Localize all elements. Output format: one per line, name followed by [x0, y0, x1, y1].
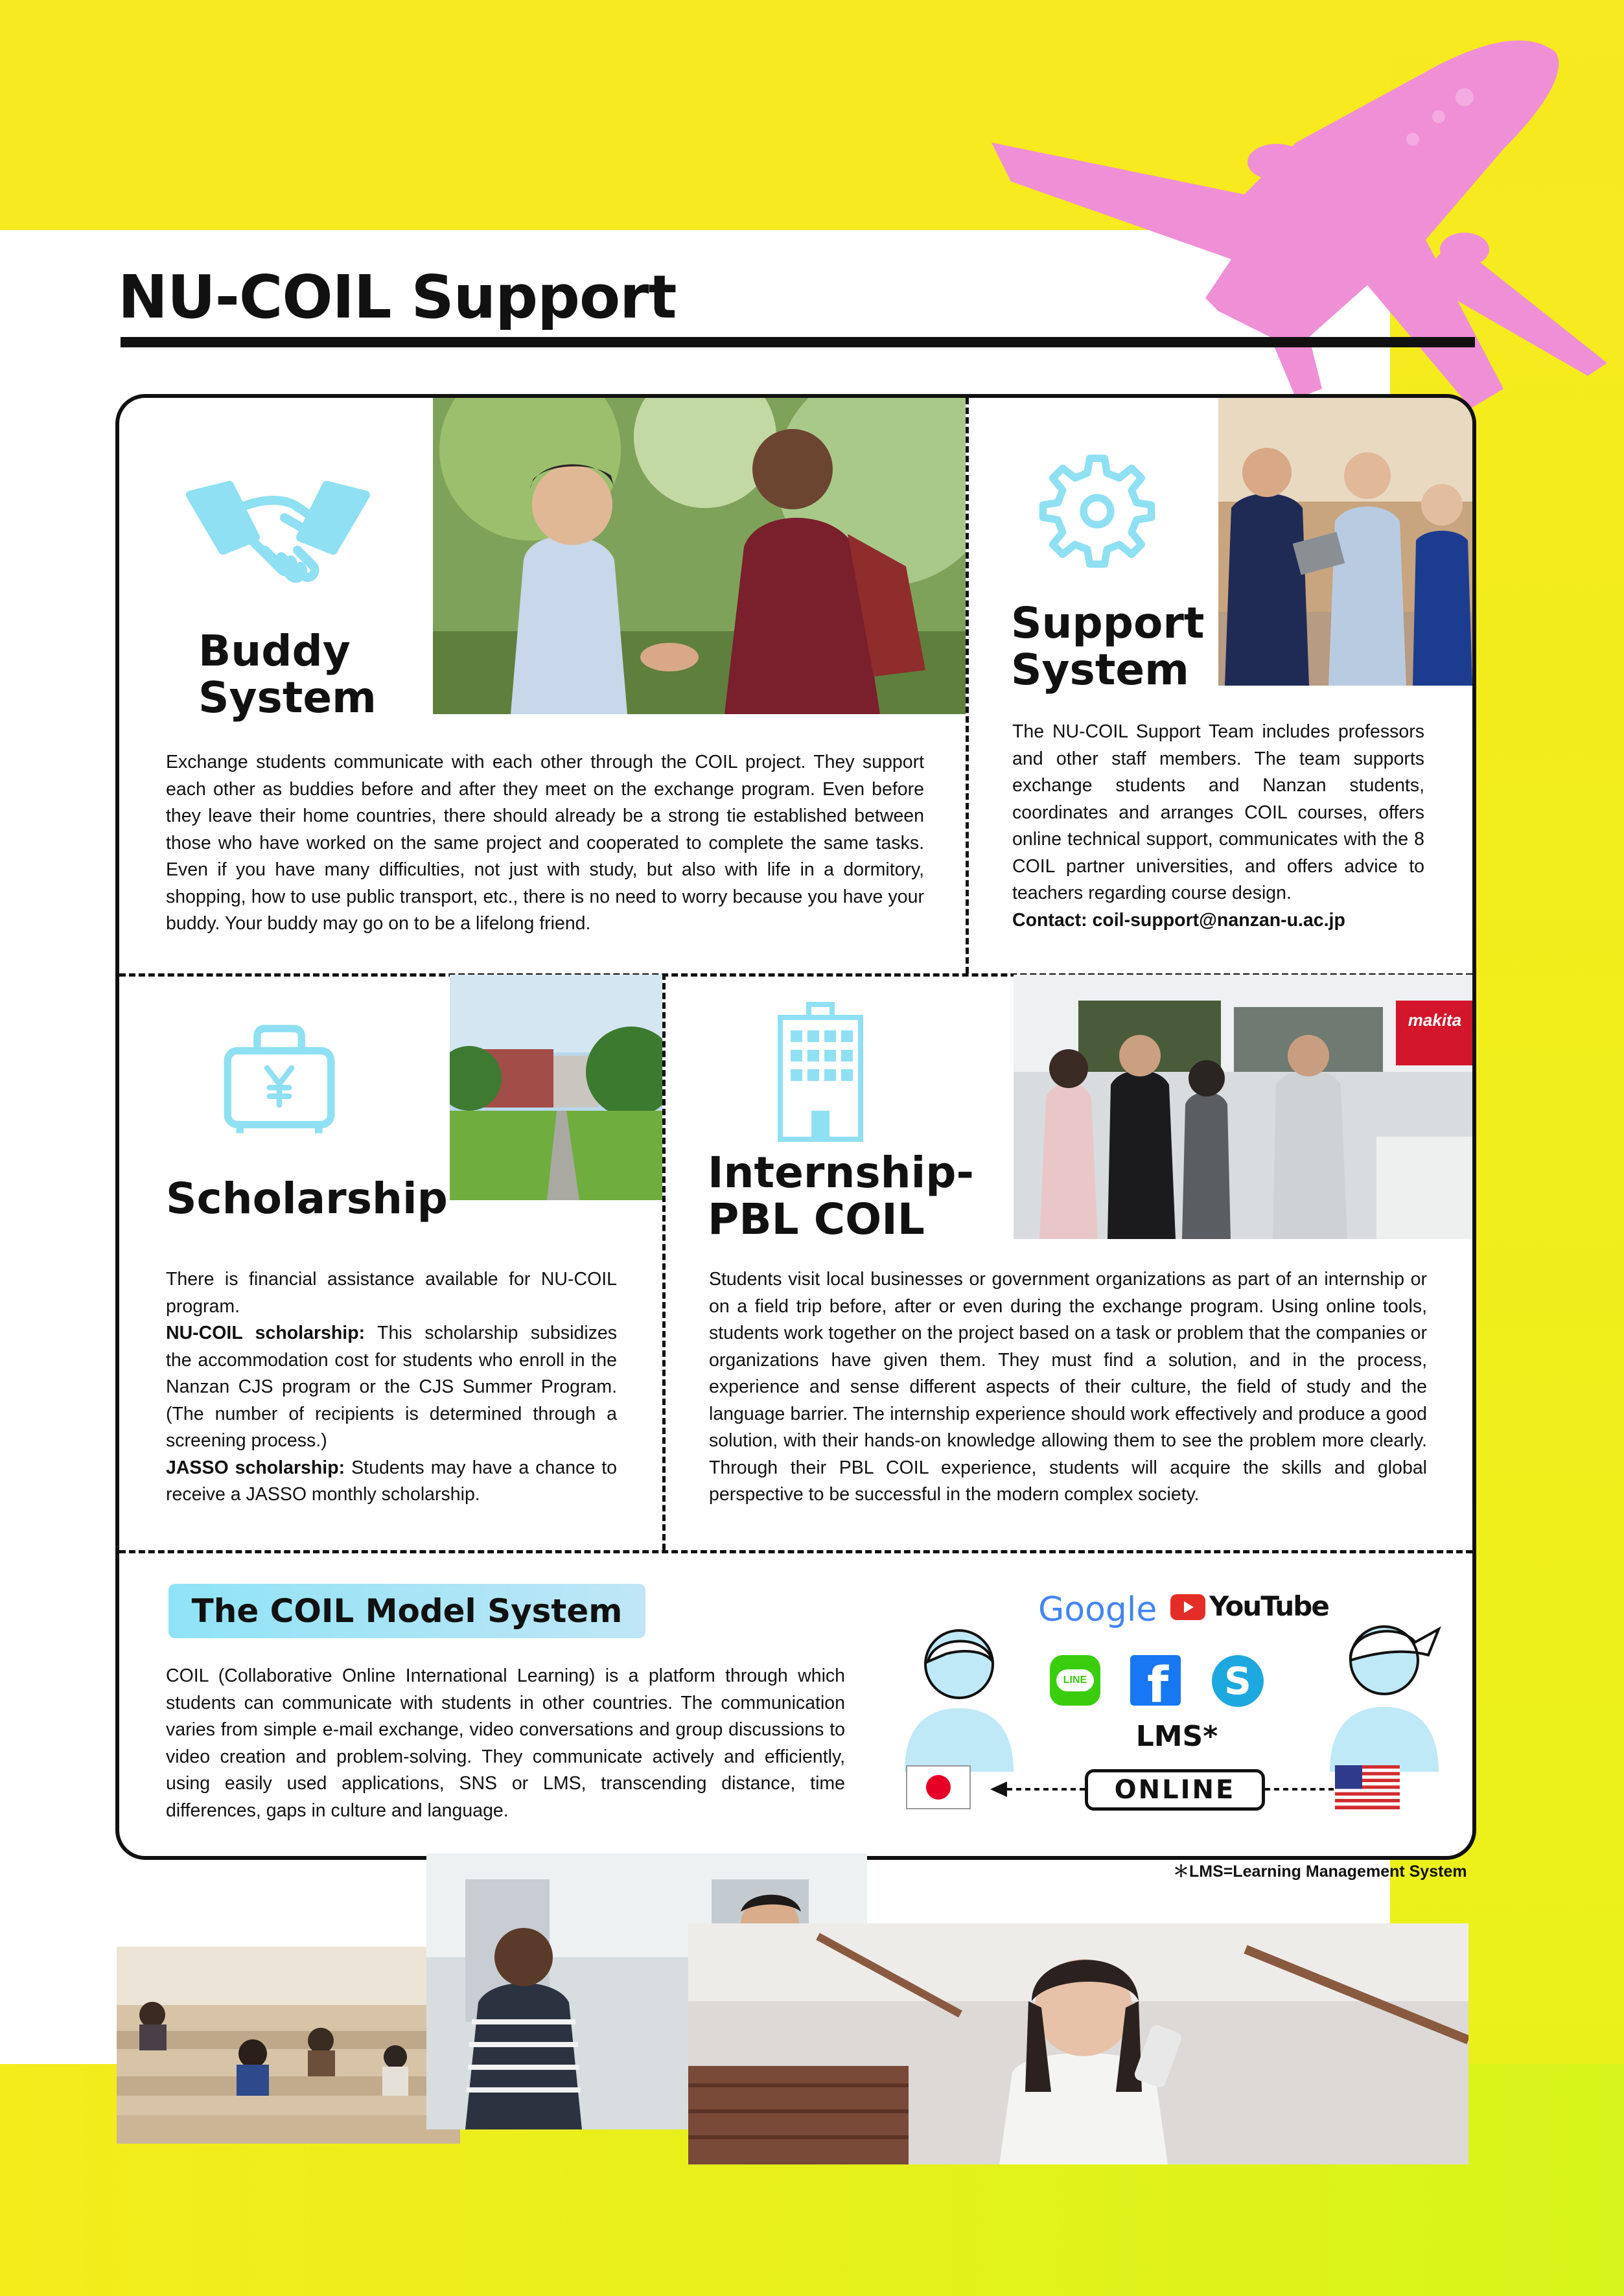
buddy-title-line1: Buddy [198, 626, 351, 676]
student-with-phone-photo [688, 1923, 1468, 2164]
support-panel [115, 394, 1476, 1860]
facebook-f: f [1147, 1656, 1169, 1706]
japan-flag-icon [906, 1765, 971, 1809]
google-text: Google [1038, 1590, 1157, 1629]
jasso-scholarship-label: JASSO scholarship: [166, 1457, 345, 1478]
lms-footnote: ＊LMS=Learning Management System [1173, 1862, 1467, 1881]
buddy-body: Exchange students communicate with each other through the COIL project. They support each other as buddies before and after they meet on the exchange program. Even before they leave their home countries, there should already be a strong tie established between those who have worked on the same project and cooperated to complete the same tasks. Even if you have many difficulties, not just with study, but also with life in a dormitory, shopping, how to use public transport, etc., there is no need to worry because you have your buddy. Your buddy may go on to be a lifelong friend. [166, 752, 924, 934]
internship-body: Students visit local businesses or government organizations as part of an internship or on a field trip before, after or even during the exchange program. Using online tools, students work together on the project based on a task or problem that the companies or organizations have given them. They must find a solution, and in the process, experience and sense different aspects of their culture, the field of study and the language barrier. The internship experience should work effectively and produce a good solution, with their hands-on knowledge allowing them to see the problem more clearly. Through their PBL COIL experience, students will acquire the skills and global perspective to be successful in the modern complex society. [709, 1269, 1427, 1505]
buddy-photo [433, 398, 966, 714]
support-body: The NU-COIL Support Team includes professors and other staff members. The team supports exchange students and Nanzan students, coordinates and arranges COIL courses, offers online technical support, communicates with the 8 COIL partner universities, and offers advice to teachers regarding course design. [1012, 721, 1424, 903]
title-underline [121, 337, 1475, 347]
gear-icon [1036, 448, 1159, 572]
sign-text [1399, 1007, 1470, 1034]
line-text: LINE [1056, 1669, 1094, 1691]
scholarship-body-block [166, 1266, 617, 1509]
support-title-line2: System [1011, 645, 1189, 695]
support-contact: Contact: coil-support@nanzan-u.ac.jp [1012, 909, 1345, 931]
building-icon [775, 1002, 866, 1144]
coil-model-body: COIL (Collaborative Online International Learning) is a platform through which students can communicate with students in other countries. The communication varies from simple e-mail exchange, video conversations and group discussions to video creation and problem-solving. They communicate actively and efficiently, using easily used applications, SNS or LMS, transcending distance, time differences, gaps in culture and language. [166, 1665, 845, 1821]
jasso-scholarship-body: Students may have a chance to receive a JASSO monthly scholarship. [166, 1457, 618, 1505]
classroom-photo [117, 1947, 460, 2144]
internship-title-line1: Internship- [708, 1148, 974, 1198]
airplane-illustration [972, 26, 1620, 428]
line-logo [1050, 1655, 1100, 1706]
nu-coil-scholarship-label: NU-COIL scholarship: [166, 1323, 365, 1343]
online-badge: ONLINE [1085, 1769, 1265, 1811]
youtube-text: YouTube [1209, 1590, 1328, 1622]
scholarship-intro: There is financial assistance available for NU-COIL program. [166, 1269, 617, 1317]
internship-title [708, 1150, 974, 1243]
support-body-block [1012, 719, 1424, 934]
support-title [1011, 600, 1204, 693]
usa-flag-icon [1335, 1765, 1400, 1809]
buddy-title-line2: System [198, 673, 377, 723]
google-logo [1038, 1590, 1157, 1629]
page-title: NU-COIL Support [118, 262, 677, 332]
youtube-logo [1170, 1594, 1205, 1620]
makita-sign: makita [1408, 1010, 1462, 1030]
buddy-title [198, 628, 377, 721]
divider-middle-vertical [662, 973, 666, 1550]
scholarship-photo [450, 975, 662, 1200]
divider-lower-horizontal [119, 1550, 1472, 1553]
internship-title-line2: PBL COIL [708, 1194, 925, 1244]
play-icon [1170, 1594, 1205, 1620]
handshake-icon [184, 469, 372, 599]
skype-s: S [1224, 1659, 1251, 1703]
nu-coil-scholarship-body: This scholarship subsidizes the accommodation cost for students who enroll in the Nanzan CJS program or the CJS Summer Program. (The number of recipients is determined through a screening process.) [166, 1323, 617, 1451]
yen-briefcase-icon [218, 1019, 341, 1142]
person-right-icon [1319, 1616, 1449, 1772]
divider-top-vertical [966, 398, 969, 973]
coil-model-title-pill [168, 1584, 645, 1638]
scholarship-title: Scholarship [166, 1174, 448, 1223]
coil-model-title: The COIL Model System [191, 1592, 623, 1630]
support-title-line1: Support [1011, 598, 1205, 648]
support-photo [1218, 398, 1472, 686]
skype-logo [1212, 1655, 1264, 1707]
facebook-logo [1130, 1655, 1181, 1706]
lms-label: LMS* [1135, 1720, 1218, 1753]
person-left-icon [894, 1623, 1024, 1772]
